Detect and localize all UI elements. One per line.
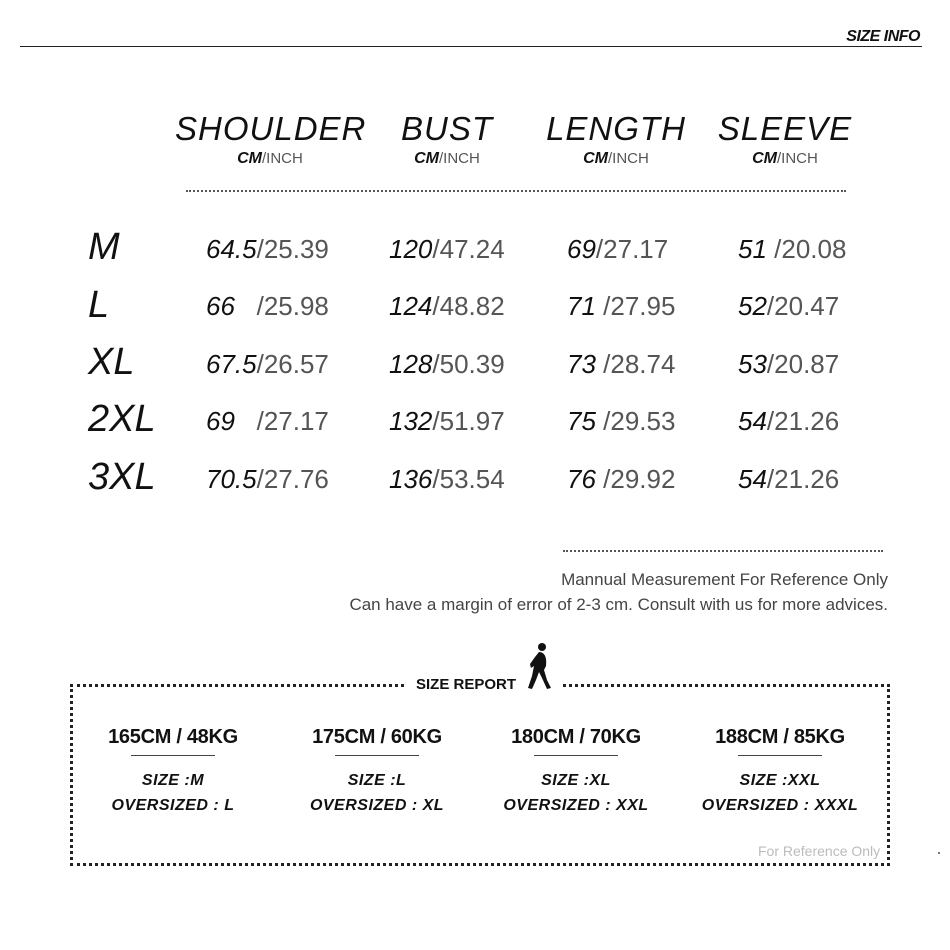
oversized-size: OVERSIZED : XXXL bbox=[701, 797, 859, 814]
table-cell: 76 /29.92 bbox=[567, 464, 676, 494]
table-cell: 70.5/27.76 bbox=[206, 464, 329, 494]
column-header-sleeve bbox=[690, 110, 880, 168]
column-header-shoulder bbox=[175, 110, 365, 168]
table-cell: 128/50.39 bbox=[389, 349, 505, 379]
column-name: SLEEVE bbox=[717, 110, 853, 147]
header-divider bbox=[20, 46, 922, 47]
size-label-3xl: 3XL bbox=[88, 456, 156, 498]
table-cell: 66 /25.98 bbox=[206, 291, 329, 321]
column-header-bust bbox=[352, 110, 542, 168]
table-cell: 124/48.82 bbox=[389, 291, 505, 321]
table-cell: 54/21.26 bbox=[738, 464, 840, 494]
size-report-item bbox=[88, 726, 258, 818]
column-unit: CM/INCH bbox=[583, 150, 649, 167]
size-label-xl: XL bbox=[88, 341, 135, 383]
size-report-item bbox=[292, 726, 462, 818]
size-report-item bbox=[695, 726, 865, 818]
column-header-length bbox=[521, 110, 711, 168]
measurement-note: Mannual Measurement For Reference Only bbox=[561, 570, 888, 589]
recommended-size: SIZE :M bbox=[141, 772, 205, 789]
body-measurement: 175CM / 60KG bbox=[312, 726, 442, 748]
oversized-size: OVERSIZED : XXL bbox=[503, 797, 649, 814]
body-measurement: 188CM / 85KG bbox=[715, 726, 845, 748]
oversized-size: OVERSIZED : XL bbox=[309, 797, 445, 814]
item-divider bbox=[131, 755, 215, 756]
header-dotted-divider bbox=[186, 190, 846, 192]
size-label-l: L bbox=[88, 284, 110, 326]
item-divider bbox=[335, 755, 419, 756]
decorative-dot bbox=[938, 852, 940, 854]
table-cell: 71 /27.95 bbox=[567, 291, 676, 321]
table-cell: 75 /29.53 bbox=[567, 406, 676, 436]
column-unit: CM/INCH bbox=[752, 150, 818, 167]
column-name: LENGTH bbox=[546, 110, 686, 147]
size-label-2xl: 2XL bbox=[88, 398, 156, 440]
column-name: SHOULDER bbox=[175, 110, 367, 147]
table-cell: 136/53.54 bbox=[389, 464, 505, 494]
table-cell: 73 /28.74 bbox=[567, 349, 676, 379]
body-measurement: 180CM / 70KG bbox=[511, 726, 641, 748]
table-cell: 132/51.97 bbox=[389, 406, 505, 436]
oversized-size: OVERSIZED : L bbox=[111, 797, 235, 814]
recommended-size: SIZE :L bbox=[347, 772, 407, 789]
size-report-title: SIZE REPORT bbox=[416, 676, 517, 693]
table-cell: 69 /27.17 bbox=[206, 406, 329, 436]
table-cell: 53/20.87 bbox=[738, 349, 840, 379]
item-divider bbox=[534, 755, 618, 756]
table-cell: 64.5/25.39 bbox=[206, 234, 329, 264]
recommended-size: SIZE :XXL bbox=[739, 772, 821, 789]
column-name: BUST bbox=[400, 110, 493, 147]
recommended-size: SIZE :XL bbox=[541, 772, 611, 789]
size-report-item bbox=[491, 726, 661, 818]
item-divider bbox=[738, 755, 822, 756]
column-unit: CM/INCH bbox=[414, 150, 480, 167]
table-cell: 67.5/26.57 bbox=[206, 349, 329, 379]
table-cell: 54/21.26 bbox=[738, 406, 840, 436]
notes-dotted-divider bbox=[563, 550, 883, 552]
body-measurement: 165CM / 48KG bbox=[108, 726, 238, 748]
page-title: SIZE INFO bbox=[846, 28, 920, 45]
walking-man-icon bbox=[527, 642, 555, 690]
table-cell: 69/27.17 bbox=[567, 234, 669, 264]
column-unit: CM/INCH bbox=[237, 150, 303, 167]
size-label-m: M bbox=[88, 226, 120, 268]
reference-only-footnote: For Reference Only bbox=[758, 843, 881, 859]
table-cell: 52/20.47 bbox=[738, 291, 840, 321]
table-cell: 51 /20.08 bbox=[738, 234, 847, 264]
table-cell: 120/47.24 bbox=[389, 234, 505, 264]
margin-of-error-note: Can have a margin of error of 2-3 cm. Consult with us for more advices. bbox=[349, 595, 888, 614]
